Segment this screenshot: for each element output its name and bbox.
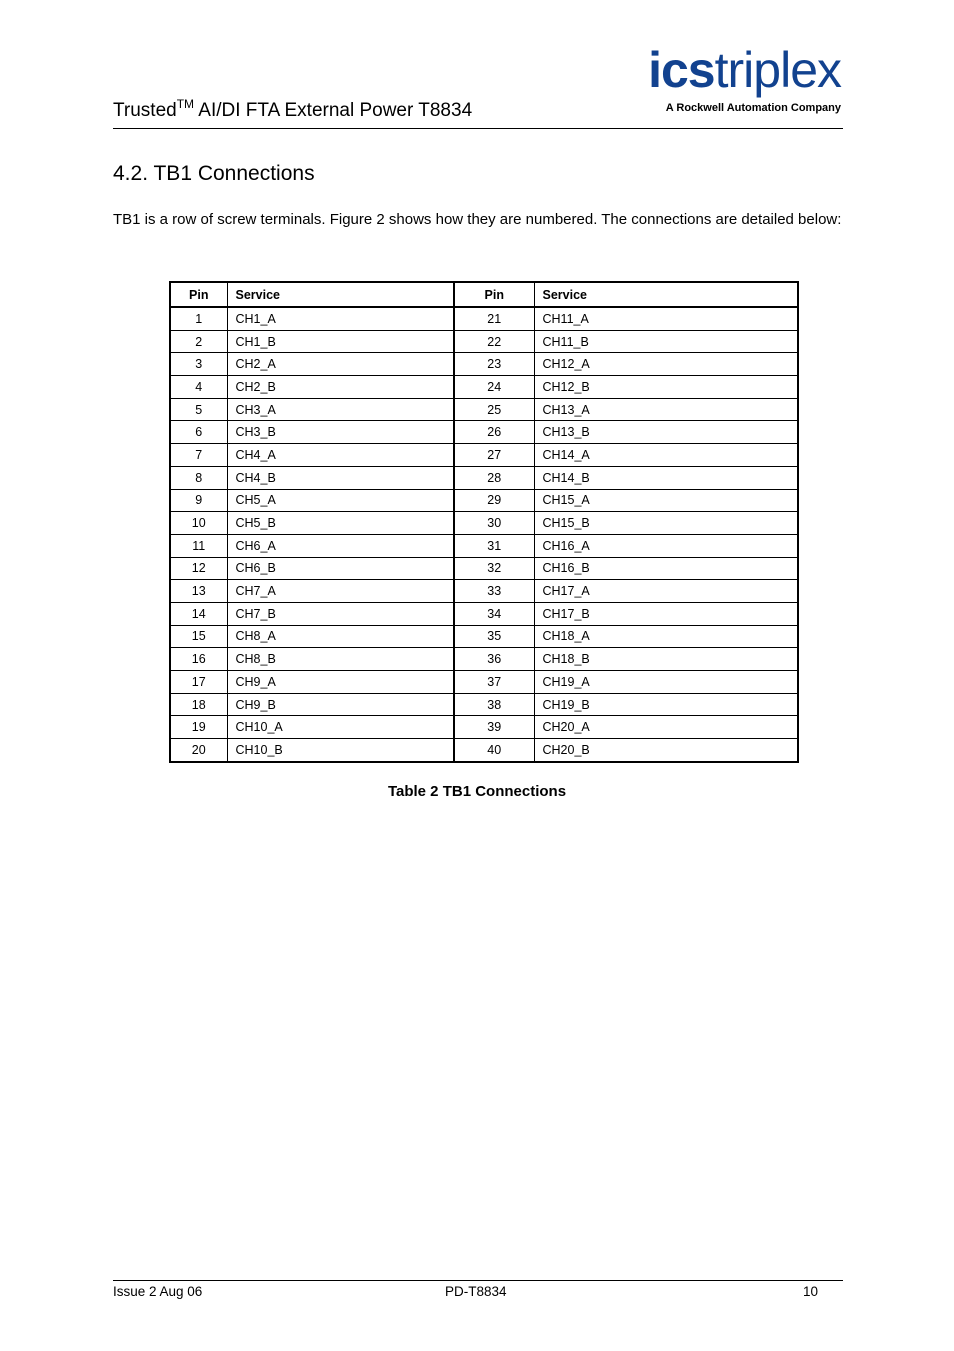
table-row [170, 625, 798, 648]
footer-doc-id: PD-T8834 [445, 1284, 507, 1299]
cell-service-right: CH16_A [534, 534, 798, 557]
cell-service-left: CH10_B [227, 739, 454, 762]
footer-issue: Issue 2 Aug 06 [113, 1284, 203, 1299]
page-footer [113, 1280, 843, 1305]
cell-service-left: CH5_B [227, 512, 454, 535]
table-row [170, 489, 798, 512]
cell-pin-left: 12 [170, 557, 227, 580]
cell-pin-left: 15 [170, 625, 227, 648]
title-suffix: AI/DI FTA External Power T8834 [194, 100, 473, 121]
cell-service-left: CH6_A [227, 534, 454, 557]
cell-service-right: CH17_B [534, 602, 798, 625]
intro-paragraph: TB1 is a row of screw terminals. Figure 2 shows how they are numbered. The connections are detailed below: [113, 211, 842, 228]
table-row [170, 716, 798, 739]
section-heading: 4.2. TB1 Connections [113, 162, 315, 185]
cell-service-left: CH8_B [227, 648, 454, 671]
cell-service-left: CH5_A [227, 489, 454, 512]
cell-service-left: CH7_A [227, 580, 454, 603]
cell-service-left: CH9_B [227, 693, 454, 716]
cell-service-right: CH11_A [534, 307, 798, 330]
cell-service-left: CH1_B [227, 330, 454, 353]
cell-pin-left: 18 [170, 693, 227, 716]
trademark-superscript: TM [176, 97, 195, 111]
cell-service-right: CH15_B [534, 512, 798, 535]
cell-pin-left: 7 [170, 444, 227, 467]
cell-pin-right: 27 [454, 444, 534, 467]
cell-service-left: CH3_A [227, 398, 454, 421]
table-caption: Table 2 TB1 Connections [387, 783, 567, 800]
tb1-connections-table [169, 281, 799, 763]
cell-pin-right: 40 [454, 739, 534, 762]
table-row [170, 376, 798, 399]
cell-pin-left: 11 [170, 534, 227, 557]
cell-service-right: CH11_B [534, 330, 798, 353]
cell-service-right: CH18_A [534, 625, 798, 648]
logo-wordmark [609, 44, 841, 96]
cell-service-right: CH15_A [534, 489, 798, 512]
cell-service-left: CH10_A [227, 716, 454, 739]
cell-pin-right: 31 [454, 534, 534, 557]
cell-pin-left: 9 [170, 489, 227, 512]
table-body [170, 307, 798, 762]
cell-pin-left: 1 [170, 307, 227, 330]
table-header-row [170, 282, 798, 307]
cell-pin-left: 17 [170, 671, 227, 694]
title-prefix: Trusted [113, 100, 177, 121]
cell-pin-left: 14 [170, 602, 227, 625]
table-row [170, 444, 798, 467]
cell-service-right: CH20_A [534, 716, 798, 739]
cell-service-right: CH19_A [534, 671, 798, 694]
cell-pin-right: 28 [454, 466, 534, 489]
table-row [170, 512, 798, 535]
cell-pin-right: 38 [454, 693, 534, 716]
table-row [170, 421, 798, 444]
cell-service-left: CH3_B [227, 421, 454, 444]
cell-service-left: CH2_A [227, 353, 454, 376]
logo-tagline: A Rockwell Automation Company [665, 102, 841, 114]
table-row [170, 330, 798, 353]
cell-pin-left: 2 [170, 330, 227, 353]
cell-service-left: CH4_A [227, 444, 454, 467]
table-row [170, 648, 798, 671]
cell-pin-left: 4 [170, 376, 227, 399]
cell-pin-right: 21 [454, 307, 534, 330]
cell-service-left: CH4_B [227, 466, 454, 489]
cell-pin-right: 33 [454, 580, 534, 603]
cell-service-right: CH13_A [534, 398, 798, 421]
cell-pin-left: 19 [170, 716, 227, 739]
cell-service-right: CH18_B [534, 648, 798, 671]
cell-service-left: CH8_A [227, 625, 454, 648]
cell-pin-left: 6 [170, 421, 227, 444]
cell-pin-right: 32 [454, 557, 534, 580]
cell-service-right: CH12_A [534, 353, 798, 376]
table-row [170, 693, 798, 716]
table-row [170, 353, 798, 376]
cell-service-right: CH14_B [534, 466, 798, 489]
cell-service-left: CH6_B [227, 557, 454, 580]
table-row [170, 534, 798, 557]
table-row [170, 580, 798, 603]
header-pin-left: Pin [170, 282, 227, 307]
header-service-left: Service [227, 282, 454, 307]
table-row [170, 398, 798, 421]
cell-service-left: CH9_A [227, 671, 454, 694]
header-service-right: Service [534, 282, 798, 307]
cell-pin-right: 25 [454, 398, 534, 421]
logo-brand-light: triplex [714, 42, 841, 98]
cell-service-left: CH7_B [227, 602, 454, 625]
cell-pin-right: 22 [454, 330, 534, 353]
header-pin-right: Pin [454, 282, 534, 307]
cell-pin-right: 30 [454, 512, 534, 535]
logo-brand-bold: ics [648, 42, 715, 98]
cell-pin-right: 29 [454, 489, 534, 512]
ics-triplex-logo [609, 44, 841, 114]
cell-service-right: CH20_B [534, 739, 798, 762]
cell-pin-right: 26 [454, 421, 534, 444]
document-title [113, 97, 473, 122]
table-row [170, 307, 798, 330]
cell-pin-left: 13 [170, 580, 227, 603]
cell-pin-right: 24 [454, 376, 534, 399]
table-row [170, 557, 798, 580]
page-header [113, 40, 843, 129]
cell-service-right: CH17_A [534, 580, 798, 603]
cell-service-left: CH2_B [227, 376, 454, 399]
cell-pin-right: 36 [454, 648, 534, 671]
cell-pin-left: 5 [170, 398, 227, 421]
table-row [170, 602, 798, 625]
cell-pin-right: 39 [454, 716, 534, 739]
table-row [170, 739, 798, 762]
table-row [170, 671, 798, 694]
cell-service-left: CH1_A [227, 307, 454, 330]
cell-service-right: CH13_B [534, 421, 798, 444]
cell-service-right: CH14_A [534, 444, 798, 467]
cell-service-right: CH19_B [534, 693, 798, 716]
cell-pin-right: 37 [454, 671, 534, 694]
cell-pin-right: 34 [454, 602, 534, 625]
cell-pin-left: 3 [170, 353, 227, 376]
cell-service-right: CH12_B [534, 376, 798, 399]
cell-pin-left: 16 [170, 648, 227, 671]
footer-page-number: 10 [802, 1284, 818, 1299]
cell-pin-left: 20 [170, 739, 227, 762]
cell-pin-right: 35 [454, 625, 534, 648]
table-row [170, 466, 798, 489]
cell-pin-left: 10 [170, 512, 227, 535]
cell-pin-left: 8 [170, 466, 227, 489]
cell-service-right: CH16_B [534, 557, 798, 580]
cell-pin-right: 23 [454, 353, 534, 376]
